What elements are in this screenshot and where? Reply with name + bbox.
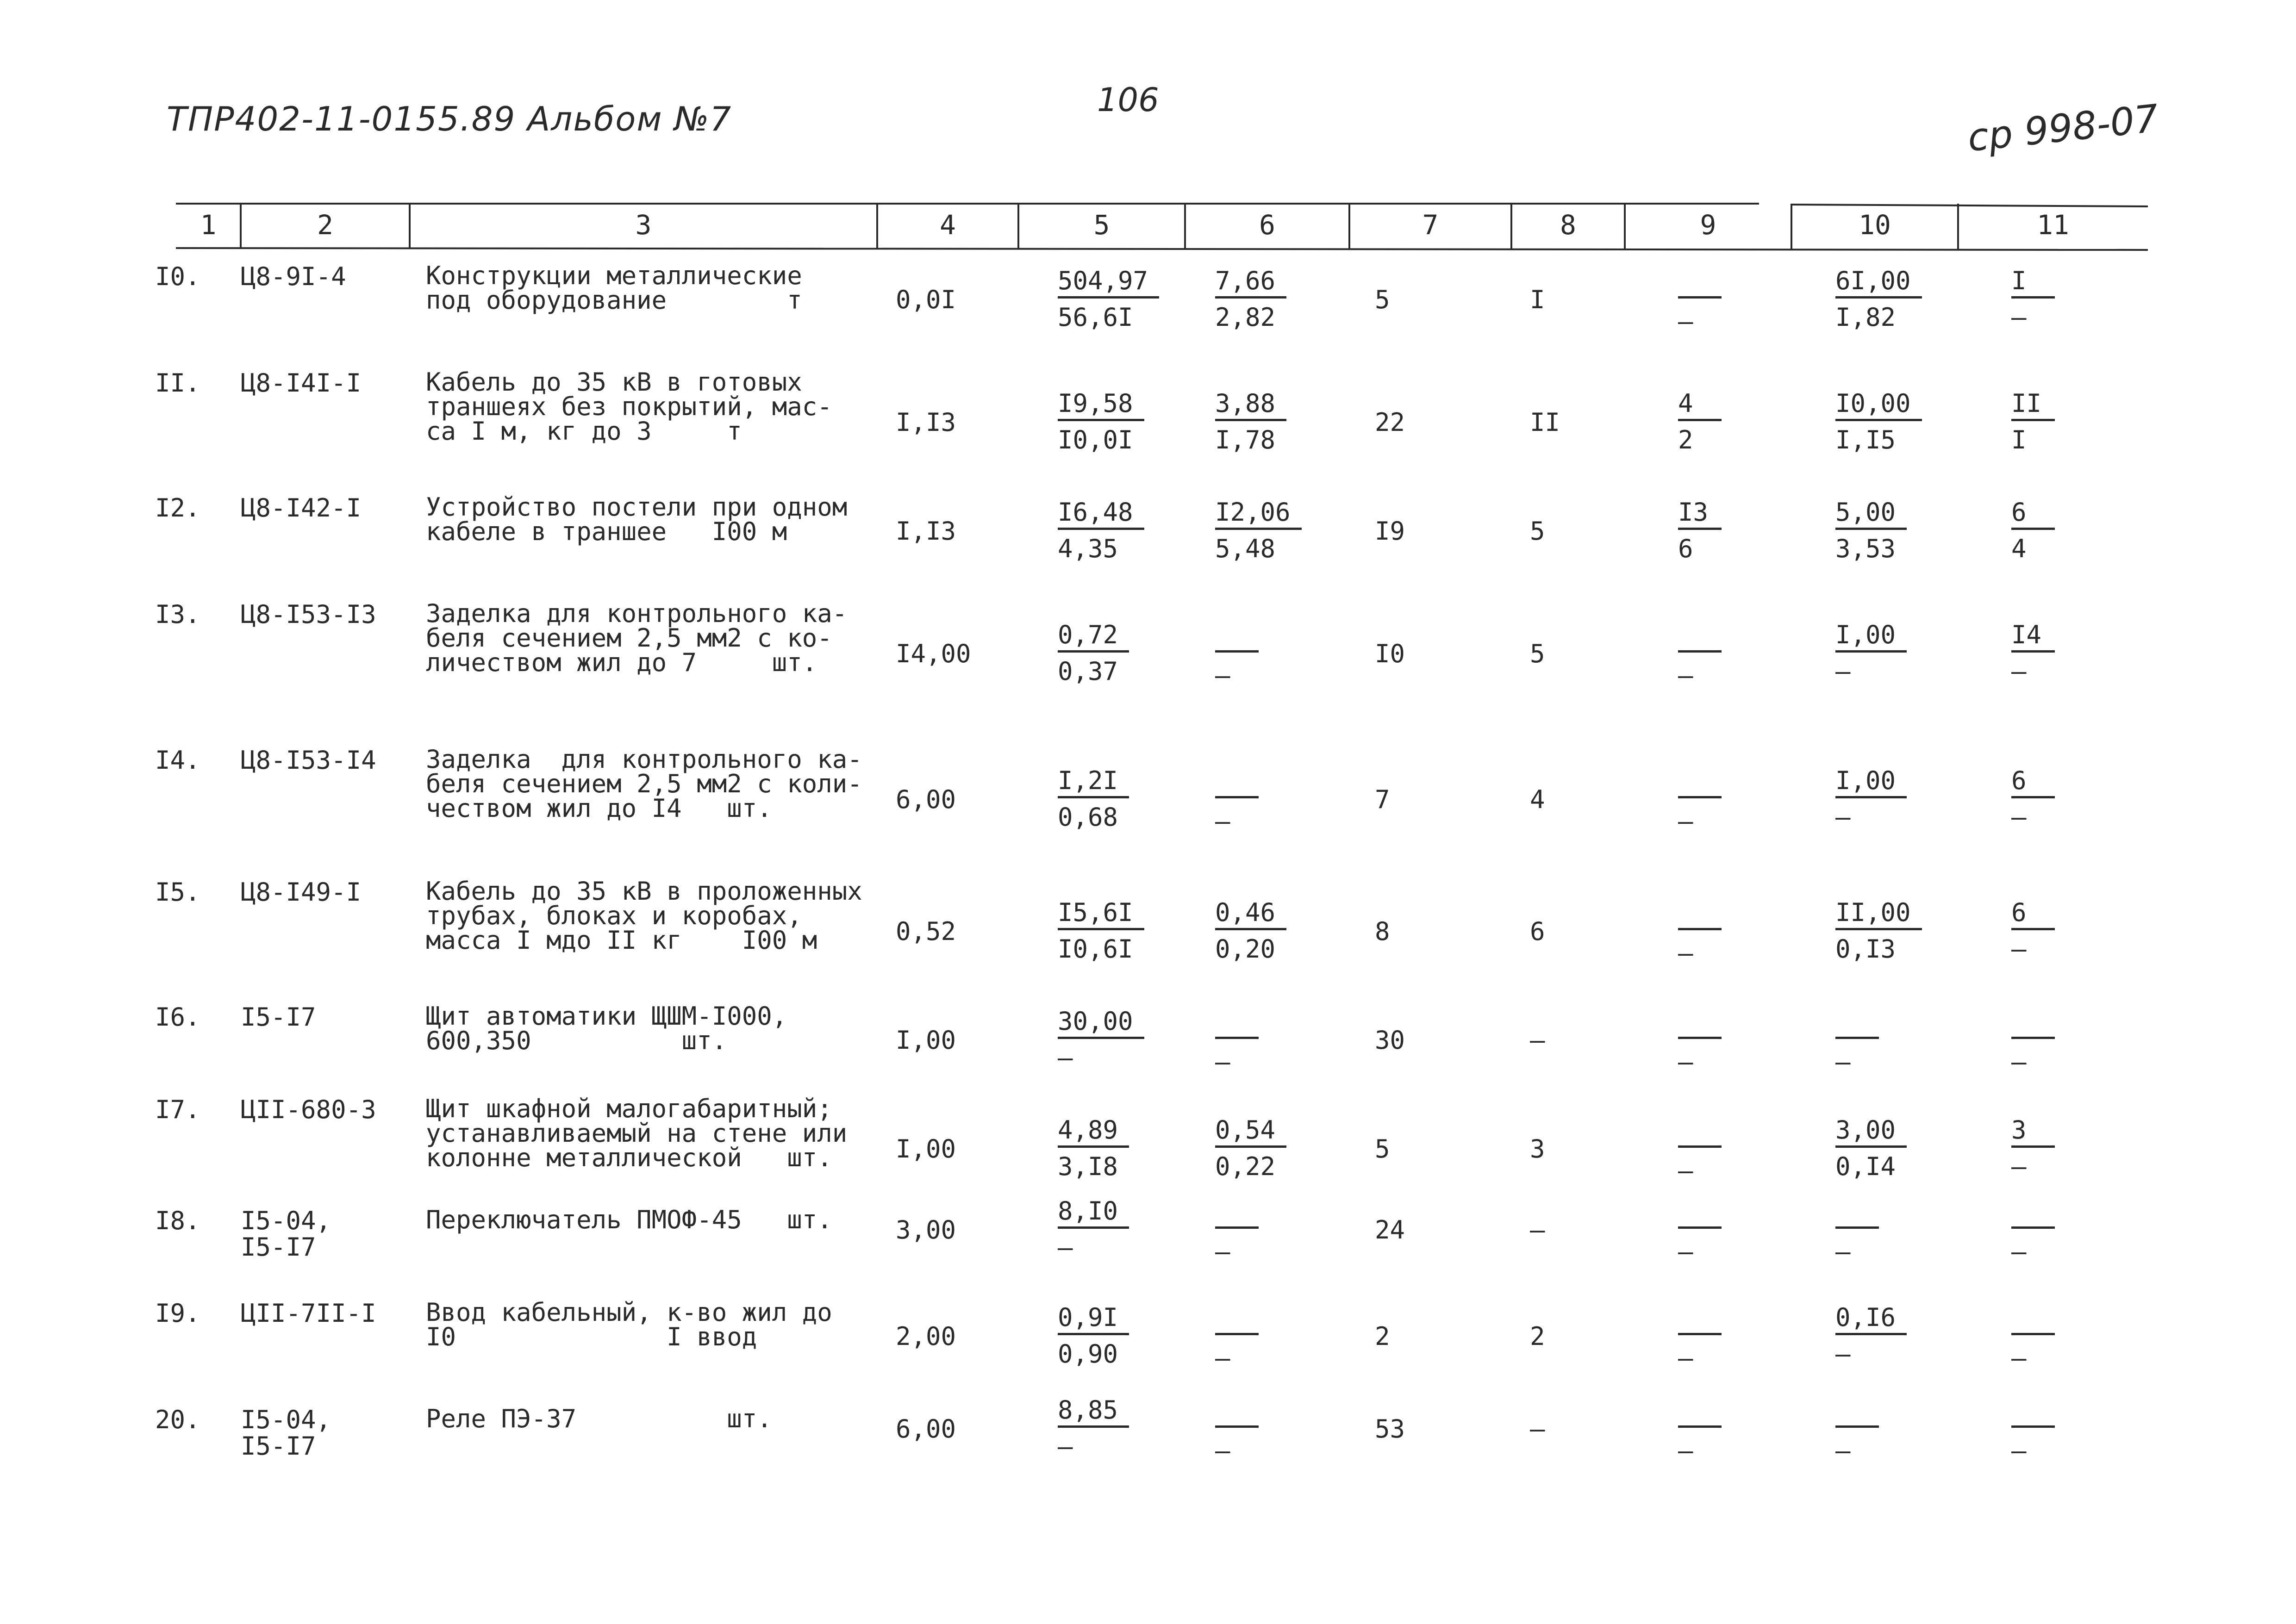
col-8-value: II	[1530, 408, 1560, 437]
work-description-line: Заделка для контрольного ка-	[426, 745, 862, 774]
row-number: I4.	[155, 746, 200, 775]
col-7-value: I9	[1375, 516, 1405, 546]
fraction-c11	[2011, 1305, 2055, 1372]
fraction-c6	[1215, 900, 1286, 963]
fraction-denominator: 0,I3	[1835, 934, 1896, 964]
work-description	[426, 1004, 787, 1053]
fraction-numerator: 6	[2011, 768, 2055, 798]
fraction-numerator	[1678, 268, 1722, 299]
fraction-denominator: I0,6I	[1058, 934, 1133, 964]
fraction-c5	[1058, 1115, 1129, 1181]
column-number-10: 10	[1859, 209, 1891, 241]
column-number-1: 1	[200, 209, 217, 241]
row-number: II.	[155, 368, 200, 398]
fraction-c11	[2011, 1009, 2055, 1076]
fraction-numerator: 504,97	[1058, 268, 1159, 299]
fraction-c5	[1058, 1009, 1144, 1071]
col-7-value: 22	[1375, 408, 1405, 437]
norm-code	[241, 1407, 331, 1459]
fraction-numerator: II,00	[1835, 900, 1922, 930]
work-description-line: личеством жил до 7 шт.	[426, 647, 817, 677]
fraction-denominator: –	[1215, 1436, 1230, 1465]
fraction-c9	[1678, 1199, 1722, 1265]
fraction-denominator: –	[1215, 807, 1230, 836]
work-description-line: кабеле в траншее I00 м	[426, 516, 787, 546]
work-description-line: Реле ПЭ-37 шт.	[426, 1404, 772, 1433]
norm-code	[241, 879, 361, 906]
fraction-denominator: 0,20	[1215, 934, 1276, 964]
norm-code	[241, 747, 376, 774]
fraction-c10	[1835, 1305, 1907, 1368]
fraction-numerator: 6I,00	[1835, 268, 1922, 299]
fraction-c10	[1835, 768, 1907, 831]
row-number: I6.	[155, 1002, 200, 1032]
fraction-numerator: 6	[2011, 500, 2055, 530]
fraction-denominator: –	[2011, 657, 2027, 686]
col-8-value: 5	[1530, 639, 1545, 668]
fraction-numerator: I,00	[1835, 768, 1907, 798]
fraction-c10	[1835, 268, 1922, 331]
row-number: I8.	[155, 1206, 200, 1235]
work-description-line: устанавливаемый на стене или	[426, 1118, 848, 1148]
fraction-numerator: 5,00	[1835, 500, 1907, 530]
column-number-3: 3	[635, 209, 652, 241]
col-8-value: I	[1530, 285, 1545, 314]
fraction-numerator	[1678, 1118, 1722, 1148]
fraction-denominator: –	[1678, 307, 1693, 336]
norm-code	[241, 1097, 376, 1123]
fraction-numerator	[1215, 1009, 1259, 1039]
col-8-value: –	[1530, 1414, 1545, 1444]
fraction-c11	[2011, 268, 2055, 331]
fraction-denominator: –	[1678, 1237, 1693, 1266]
fraction-denominator: –	[2011, 803, 2027, 832]
fraction-numerator	[1678, 1199, 1722, 1229]
fraction-c9	[1678, 1009, 1722, 1076]
quantity: 3,00	[896, 1215, 956, 1244]
fraction-numerator	[1215, 768, 1259, 798]
col-7-value: 5	[1375, 285, 1390, 314]
archive-code: ср 998-07	[1965, 96, 2161, 161]
work-description	[426, 1300, 832, 1350]
fraction-denominator: –	[2011, 1237, 2027, 1266]
fraction-denominator: I,82	[1835, 303, 1896, 332]
fraction-numerator	[2011, 1009, 2055, 1039]
fraction-denominator: 0,37	[1058, 657, 1118, 686]
row-number: I7.	[155, 1095, 200, 1124]
fraction-c5	[1058, 1305, 1129, 1368]
fraction-c9	[1678, 768, 1722, 835]
column-number-11: 11	[2037, 209, 2069, 241]
fraction-c9	[1678, 1118, 1722, 1184]
fraction-denominator: I	[2011, 425, 2027, 454]
fraction-denominator: 0,22	[1215, 1152, 1276, 1181]
fraction-denominator: 2	[1678, 425, 1693, 454]
norm-code	[241, 602, 376, 628]
norm-code-line: Ц8-I42-I	[241, 493, 362, 523]
fraction-denominator: –	[2011, 303, 2027, 332]
col-7-value: 53	[1375, 1414, 1405, 1444]
work-description	[426, 1205, 832, 1234]
work-description-line: под оборудование т	[426, 285, 802, 315]
fraction-denominator: –	[1678, 1436, 1693, 1465]
work-description-line: са I м, кг до 3 т	[426, 416, 742, 446]
fraction-c6	[1215, 1199, 1259, 1265]
fraction-numerator	[1678, 1398, 1722, 1428]
fraction-c10	[1835, 391, 1922, 454]
work-description-line: масса I мдо II кг I00 м	[426, 925, 817, 955]
fraction-c6	[1215, 1398, 1259, 1464]
fraction-c5	[1058, 900, 1144, 963]
fraction-numerator: I5,6I	[1058, 900, 1144, 930]
col-7-value: 7	[1375, 785, 1390, 814]
work-description-line: Щит шкафной малогабаритный;	[426, 1094, 832, 1123]
fraction-denominator: –	[1678, 939, 1693, 968]
fraction-c10	[1835, 622, 1907, 685]
fraction-numerator	[1678, 1009, 1722, 1039]
work-description-line: 600,350 шт.	[426, 1026, 727, 1055]
column-number-4: 4	[940, 209, 956, 241]
fraction-numerator: I0,00	[1835, 391, 1922, 421]
fraction-numerator: 3	[2011, 1118, 2055, 1148]
fraction-c9	[1678, 268, 1722, 335]
norm-code	[241, 495, 361, 522]
fraction-c10	[1835, 500, 1907, 562]
column-number-2: 2	[317, 209, 333, 241]
norm-code-line: I5-I7	[241, 1431, 316, 1461]
fraction-numerator	[2011, 1199, 2055, 1229]
row-number: I9.	[155, 1299, 200, 1328]
work-description-line: Кабель до 35 кВ в проложенных	[426, 877, 862, 906]
quantity: 2,00	[896, 1322, 956, 1351]
fraction-denominator: –	[1835, 1339, 1851, 1369]
quantity: 6,00	[896, 785, 956, 814]
fraction-denominator: –	[1835, 1436, 1851, 1465]
fraction-denominator: –	[2011, 1152, 2027, 1181]
fraction-denominator: –	[1678, 1047, 1693, 1076]
col-7-value: 24	[1375, 1215, 1405, 1244]
fraction-numerator	[1835, 1009, 1879, 1039]
fraction-denominator: –	[1058, 1043, 1073, 1072]
col-7-value: I0	[1375, 639, 1405, 668]
fraction-numerator: I2,06	[1215, 500, 1302, 530]
fraction-numerator: 6	[2011, 900, 2055, 930]
work-description	[426, 492, 848, 546]
fraction-denominator: –	[1678, 807, 1693, 836]
fraction-numerator	[2011, 1398, 2055, 1428]
fraction-denominator: 2,82	[1215, 303, 1276, 332]
norm-code	[241, 1004, 316, 1031]
fraction-numerator	[1678, 622, 1722, 653]
work-description-line: Конструкции металлические	[426, 261, 802, 290]
fraction-c5	[1058, 1196, 1129, 1262]
row-number: I5.	[155, 877, 200, 907]
column-number-5: 5	[1093, 209, 1110, 241]
fraction-c5	[1058, 268, 1159, 331]
fraction-numerator: I4	[2011, 622, 2055, 653]
norm-code-line: I5-04,	[241, 1206, 331, 1235]
quantity: I,I3	[896, 516, 956, 546]
col-8-value: 3	[1530, 1134, 1545, 1164]
fraction-numerator: 3,00	[1835, 1118, 1907, 1148]
work-description-line: трубах, блоках и коробах,	[426, 901, 802, 930]
work-description-line: беля сечением 2,5 мм2 с ко-	[426, 623, 832, 653]
fraction-numerator: 0,46	[1215, 900, 1286, 930]
fraction-numerator: 8,85	[1058, 1398, 1129, 1428]
fraction-denominator: –	[2011, 1047, 2027, 1076]
fraction-denominator: –	[1215, 1237, 1230, 1266]
fraction-c11	[2011, 622, 2055, 685]
fraction-denominator: 0,I4	[1835, 1152, 1896, 1181]
norm-code-line: ЦII-680-3	[241, 1095, 376, 1124]
work-description	[426, 599, 848, 677]
fraction-numerator: 7,66	[1215, 268, 1286, 299]
page-number: 106	[1097, 81, 1159, 119]
work-description-line: чеством жил до I4 шт.	[426, 793, 772, 823]
work-description-line: траншеях без покрытий, мас-	[426, 392, 832, 421]
fraction-numerator	[1678, 768, 1722, 798]
norm-code-line: Ц8-I53-I3	[241, 600, 376, 629]
fraction-numerator: 0,54	[1215, 1118, 1286, 1148]
fraction-numerator	[1678, 1305, 1722, 1335]
fraction-c6	[1215, 1115, 1286, 1181]
fraction-numerator: I,00	[1835, 622, 1907, 653]
work-description	[426, 261, 802, 315]
fraction-c5	[1058, 391, 1144, 454]
col-7-value: 2	[1375, 1322, 1390, 1351]
fraction-denominator: –	[1835, 1237, 1851, 1266]
fraction-c11	[2011, 768, 2055, 831]
work-description-line: Заделка для контрольного ка-	[426, 599, 848, 628]
col-8-value: –	[1530, 1215, 1545, 1244]
col-7-value: 5	[1375, 1134, 1390, 1164]
column-number-9: 9	[1700, 209, 1716, 241]
norm-code-line: Ц8-I49-I	[241, 877, 362, 907]
fraction-c10	[1835, 1115, 1907, 1181]
work-description-line: Устройство постели при одном	[426, 492, 848, 522]
fraction-denominator: 3,53	[1835, 534, 1896, 563]
fraction-numerator	[1215, 622, 1259, 653]
fraction-c6	[1215, 768, 1259, 835]
fraction-c6	[1215, 268, 1286, 331]
fraction-numerator: 4	[1678, 391, 1722, 421]
fraction-numerator: 8,I0	[1058, 1199, 1129, 1229]
col-8-value: 6	[1530, 917, 1545, 946]
fraction-numerator: 0,72	[1058, 622, 1129, 653]
fraction-c11	[2011, 1398, 2055, 1464]
fraction-denominator: –	[2011, 1344, 2027, 1373]
norm-code-line: Ц8-I4I-I	[241, 368, 362, 398]
norm-code	[241, 1300, 376, 1327]
fraction-denominator: 3,I8	[1058, 1152, 1118, 1181]
col-8-value: 5	[1530, 516, 1545, 546]
quantity: I,I3	[896, 408, 956, 437]
work-description	[426, 747, 862, 821]
fraction-c6	[1215, 622, 1259, 689]
fraction-c9	[1678, 1305, 1722, 1372]
column-number-6: 6	[1259, 209, 1275, 241]
work-description	[426, 367, 832, 446]
quantity: I,00	[896, 1026, 956, 1055]
work-description-line: Щит автоматики ЩШМ-I000,	[426, 1002, 787, 1031]
fraction-denominator: –	[1058, 1432, 1073, 1461]
fraction-numerator: 30,00	[1058, 1009, 1144, 1039]
fraction-denominator: –	[1678, 1156, 1693, 1185]
work-description	[426, 879, 862, 953]
fraction-c10	[1835, 1398, 1879, 1464]
fraction-denominator: 5,48	[1215, 534, 1276, 563]
col-7-value: 8	[1375, 917, 1390, 946]
norm-code-line: I5-I7	[241, 1002, 316, 1032]
fraction-numerator: I6,48	[1058, 500, 1144, 530]
fraction-denominator: 4,35	[1058, 534, 1118, 563]
fraction-numerator: I,2I	[1058, 768, 1129, 798]
fraction-numerator	[1215, 1398, 1259, 1428]
fraction-c10	[1835, 900, 1922, 963]
fraction-c11	[2011, 1199, 2055, 1265]
fraction-denominator: –	[1835, 1047, 1851, 1076]
work-description-line: I0 I ввод	[426, 1322, 757, 1351]
fraction-numerator	[1835, 1398, 1879, 1428]
fraction-c9	[1678, 391, 1722, 454]
quantity: I,00	[896, 1134, 956, 1164]
fraction-numerator: I9,58	[1058, 391, 1144, 421]
fraction-numerator: II	[2011, 391, 2055, 421]
fraction-c11	[2011, 1115, 2055, 1181]
quantity: I4,00	[896, 639, 971, 668]
fraction-denominator: –	[1215, 1047, 1230, 1076]
fraction-c10	[1835, 1199, 1879, 1265]
fraction-c11	[2011, 900, 2055, 963]
fraction-denominator: –	[1215, 661, 1230, 690]
fraction-denominator: I,I5	[1835, 425, 1896, 454]
work-description	[426, 1404, 772, 1433]
norm-code-line: Ц8-9I-4	[241, 262, 346, 291]
fraction-denominator: I,78	[1215, 425, 1276, 454]
quantity: 0,52	[896, 917, 956, 946]
fraction-c10	[1835, 1009, 1879, 1076]
fraction-numerator: I3	[1678, 500, 1722, 530]
fraction-numerator	[1835, 1199, 1879, 1229]
col-8-value: 2	[1530, 1322, 1545, 1351]
fraction-denominator: 6	[1678, 534, 1693, 563]
fraction-c5	[1058, 768, 1129, 831]
fraction-denominator: –	[1678, 661, 1693, 690]
work-description-line: Ввод кабельный, к-во жил до	[426, 1298, 832, 1327]
norm-code-line: Ц8-I53-I4	[241, 746, 376, 775]
fraction-numerator	[1215, 1305, 1259, 1335]
fraction-c9	[1678, 900, 1722, 967]
fraction-denominator: –	[1835, 657, 1851, 686]
fraction-denominator: –	[2011, 1436, 2027, 1465]
fraction-c5	[1058, 1395, 1129, 1461]
work-description-line: Переключатель ПМОФ-45 шт.	[426, 1205, 832, 1234]
quantity: 6,00	[896, 1414, 956, 1444]
fraction-denominator: –	[1678, 1344, 1693, 1373]
norm-code-line: I5-I7	[241, 1232, 316, 1262]
quantity: 0,0I	[896, 285, 956, 314]
fraction-c5	[1058, 622, 1129, 685]
fraction-denominator: 0,90	[1058, 1339, 1118, 1369]
fraction-numerator	[1678, 900, 1722, 930]
norm-code	[241, 370, 361, 397]
fraction-denominator: I0,0I	[1058, 425, 1133, 454]
work-description-line: колонне металлической шт.	[426, 1143, 832, 1172]
work-description	[426, 1094, 848, 1172]
fraction-denominator: 56,6I	[1058, 303, 1133, 332]
fraction-denominator: –	[1835, 803, 1851, 832]
fraction-denominator: –	[1215, 1344, 1230, 1373]
fraction-c11	[2011, 500, 2055, 562]
fraction-numerator: 0,I6	[1835, 1305, 1907, 1335]
fraction-denominator: 0,68	[1058, 803, 1118, 832]
fraction-c6	[1215, 1305, 1259, 1372]
fraction-numerator: 3,88	[1215, 391, 1286, 421]
fraction-numerator: 0,9I	[1058, 1305, 1129, 1335]
norm-code-line: ЦII-7II-I	[241, 1299, 376, 1328]
fraction-c9	[1678, 500, 1722, 562]
norm-code	[241, 264, 346, 290]
norm-code	[241, 1208, 331, 1260]
fraction-denominator: –	[1058, 1233, 1073, 1262]
fraction-c5	[1058, 500, 1144, 562]
fraction-numerator	[2011, 1305, 2055, 1335]
col-7-value: 30	[1375, 1026, 1405, 1055]
fraction-c6	[1215, 1009, 1259, 1076]
norm-code-line: I5-04,	[241, 1405, 331, 1434]
row-number: I0.	[155, 262, 200, 291]
fraction-denominator: 4	[2011, 534, 2027, 563]
row-number: I3.	[155, 600, 200, 629]
work-description-line: Кабель до 35 кВ в готовых	[426, 367, 802, 397]
fraction-c6	[1215, 391, 1286, 454]
col-8-value: –	[1530, 1026, 1545, 1055]
col-8-value: 4	[1530, 785, 1545, 814]
fraction-numerator: I	[2011, 268, 2055, 299]
column-number-7: 7	[1422, 209, 1439, 241]
fraction-c11	[2011, 391, 2055, 454]
fraction-c9	[1678, 622, 1722, 689]
fraction-c6	[1215, 500, 1302, 562]
fraction-numerator	[1215, 1199, 1259, 1229]
row-number: 20.	[155, 1405, 200, 1434]
column-number-8: 8	[1560, 209, 1576, 241]
fraction-denominator: –	[2011, 934, 2027, 964]
fraction-c9	[1678, 1398, 1722, 1464]
document-number: ТПР402-11-0155.89 Альбом №7	[167, 100, 732, 138]
row-number: I2.	[155, 493, 200, 523]
work-description-line: беля сечением 2,5 мм2 с коли-	[426, 769, 862, 798]
fraction-numerator: 4,89	[1058, 1118, 1129, 1148]
